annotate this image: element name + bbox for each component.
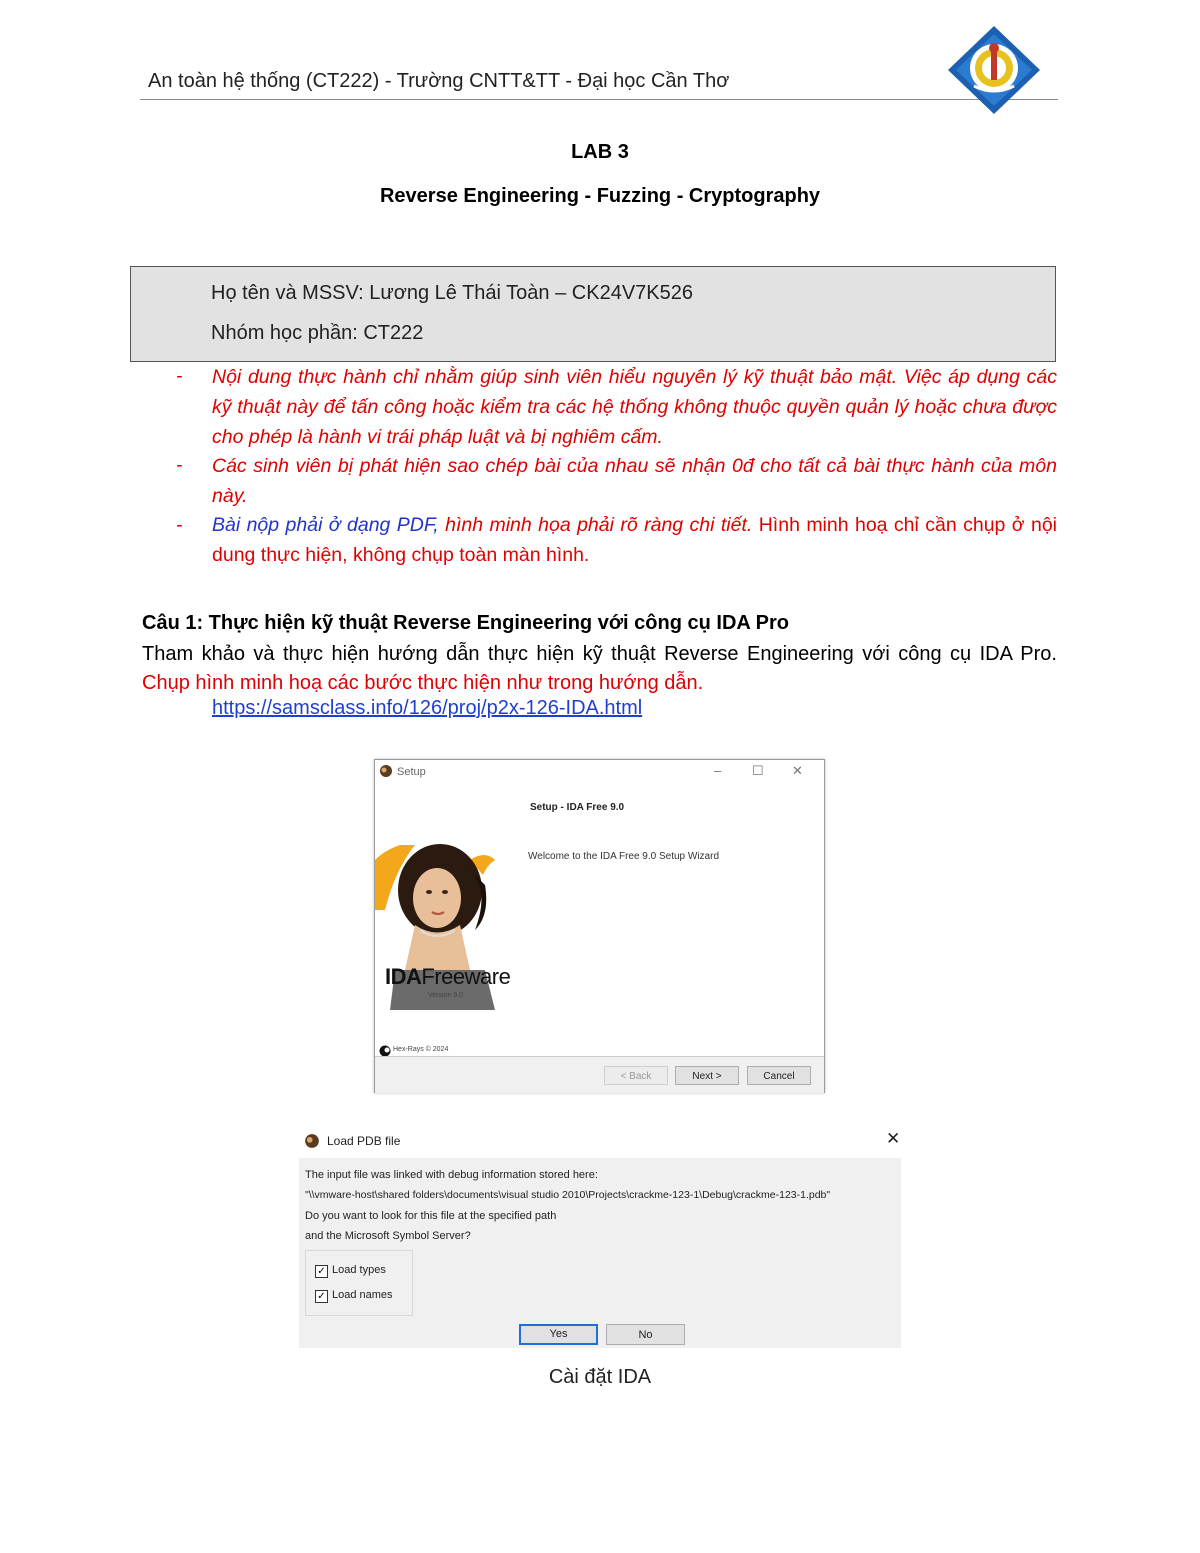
student-info-box [130,266,1056,362]
close-icon[interactable]: ✕ [886,1129,901,1148]
load-options-group [305,1250,413,1316]
back-button[interactable]: < Back [604,1066,668,1085]
course-group-line: Nhóm học phần: CT222 [211,322,424,344]
setup-footer [375,1056,824,1093]
dialog-message-line: and the Microsoft Symbol Server? [305,1230,471,1242]
maximize-icon[interactable]: ☐ [752,763,764,778]
student-name-line: Họ tên và MSSV: Lương Lê Thái Toàn – CK24V7K526 [211,282,693,304]
dialog-pdb-path: "\\vmware-host\shared folders\documents\visual studio 2010\Projects\crackme-123-1\Debug\crackme-123-1.pdb" [305,1189,831,1201]
question-1-instruction: Chụp hình minh hoạ các bước thực hiện như trong hướng dẫn. [142,672,704,694]
note-1-dash: - [176,366,183,387]
copyright-text: Hex-Rays © 2024 [393,1046,449,1053]
dialog-titlebar [299,1125,901,1158]
ida-logo-bold: IDA [385,964,422,989]
header-divider [140,99,1058,100]
ida-app-icon [379,764,393,783]
university-logo [946,24,1042,116]
note-3-blue: Bài nộp phải ở dạng PDF, [212,514,439,536]
ida-portrait-artwork [375,830,525,1050]
ida-version: Version 9.0 [428,992,464,999]
close-icon[interactable]: ✕ [792,763,803,778]
question-1-title: Câu 1: Thực hiện kỹ thuật Reverse Engineering với công cụ IDA Pro [142,612,789,634]
yes-button[interactable]: Yes [519,1324,598,1345]
ida-app-icon [304,1133,320,1154]
note-3-plain: Hình minh hoạ chỉ cần chụp ở nội dung thực hiện, không chụp toàn màn hình. [212,514,1058,566]
page-header: An toàn hệ thống (CT222) - Trường CNTT&TT - Đại học Cần Thơ [148,70,730,92]
cancel-button[interactable]: Cancel [747,1066,811,1085]
question-1-body [142,640,1057,698]
lab-title: Reverse Engineering - Fuzzing - Cryptography [379,185,821,207]
note-2: Các sinh viên bị phát hiện sao chép bài của nhau sẽ nhận 0đ cho tất cả bài thực hành của môn này. [212,455,1057,507]
load-pdb-dialog [299,1125,901,1348]
ida-setup-window [374,759,825,1093]
load-names-checkbox[interactable]: ✓ [315,1290,328,1303]
dialog-title: Load PDB file [327,1134,401,1148]
note-3-dash: - [176,515,183,536]
load-names-label: Load names [332,1289,393,1301]
no-button[interactable]: No [606,1324,685,1345]
note-3-italic: hình minh họa phải rõ ràng chi tiết. [438,514,753,536]
question-1-text: Tham khảo và thực hiện hướng dẫn thực hiện kỹ thuật Reverse Engineering với công cụ IDA Pro. [142,643,1057,665]
lab-number: LAB 3 [571,141,629,163]
note-1: Nội dung thực hành chỉ nhằm giúp sinh viên hiểu nguyên lý kỹ thuật bảo mật. Việc áp dụng các kỹ thuật này để tấn công hoặc kiểm tra các hệ thống không thuộc quyền quản lý hoặc chưa được cho phép là hành vi trái pháp luật và bị nghiêm cấm. [212,366,1057,448]
figure-caption: Cài đặt IDA [548,1366,652,1388]
setup-window-title: Setup [397,766,426,778]
setup-heading: Setup - IDA Free 9.0 [530,802,625,813]
ida-freeware-logo [385,964,510,990]
note-2-dash: - [176,455,183,476]
tutorial-link[interactable]: https://samsclass.info/126/proj/p2x-126-IDA.html [212,697,643,719]
dialog-message-line: The input file was linked with debug information stored here: [305,1169,598,1181]
dialog-message-line: Do you want to look for this file at the specified path [305,1210,557,1222]
note-3 [212,510,1057,570]
setup-welcome-text: Welcome to the IDA Free 9.0 Setup Wizard [528,851,720,862]
minimize-icon[interactable]: – [714,763,722,778]
ida-logo-light: Freeware [421,964,511,989]
load-types-label: Load types [332,1264,386,1276]
next-button[interactable]: Next > [675,1066,739,1085]
load-types-checkbox[interactable]: ✓ [315,1265,328,1278]
